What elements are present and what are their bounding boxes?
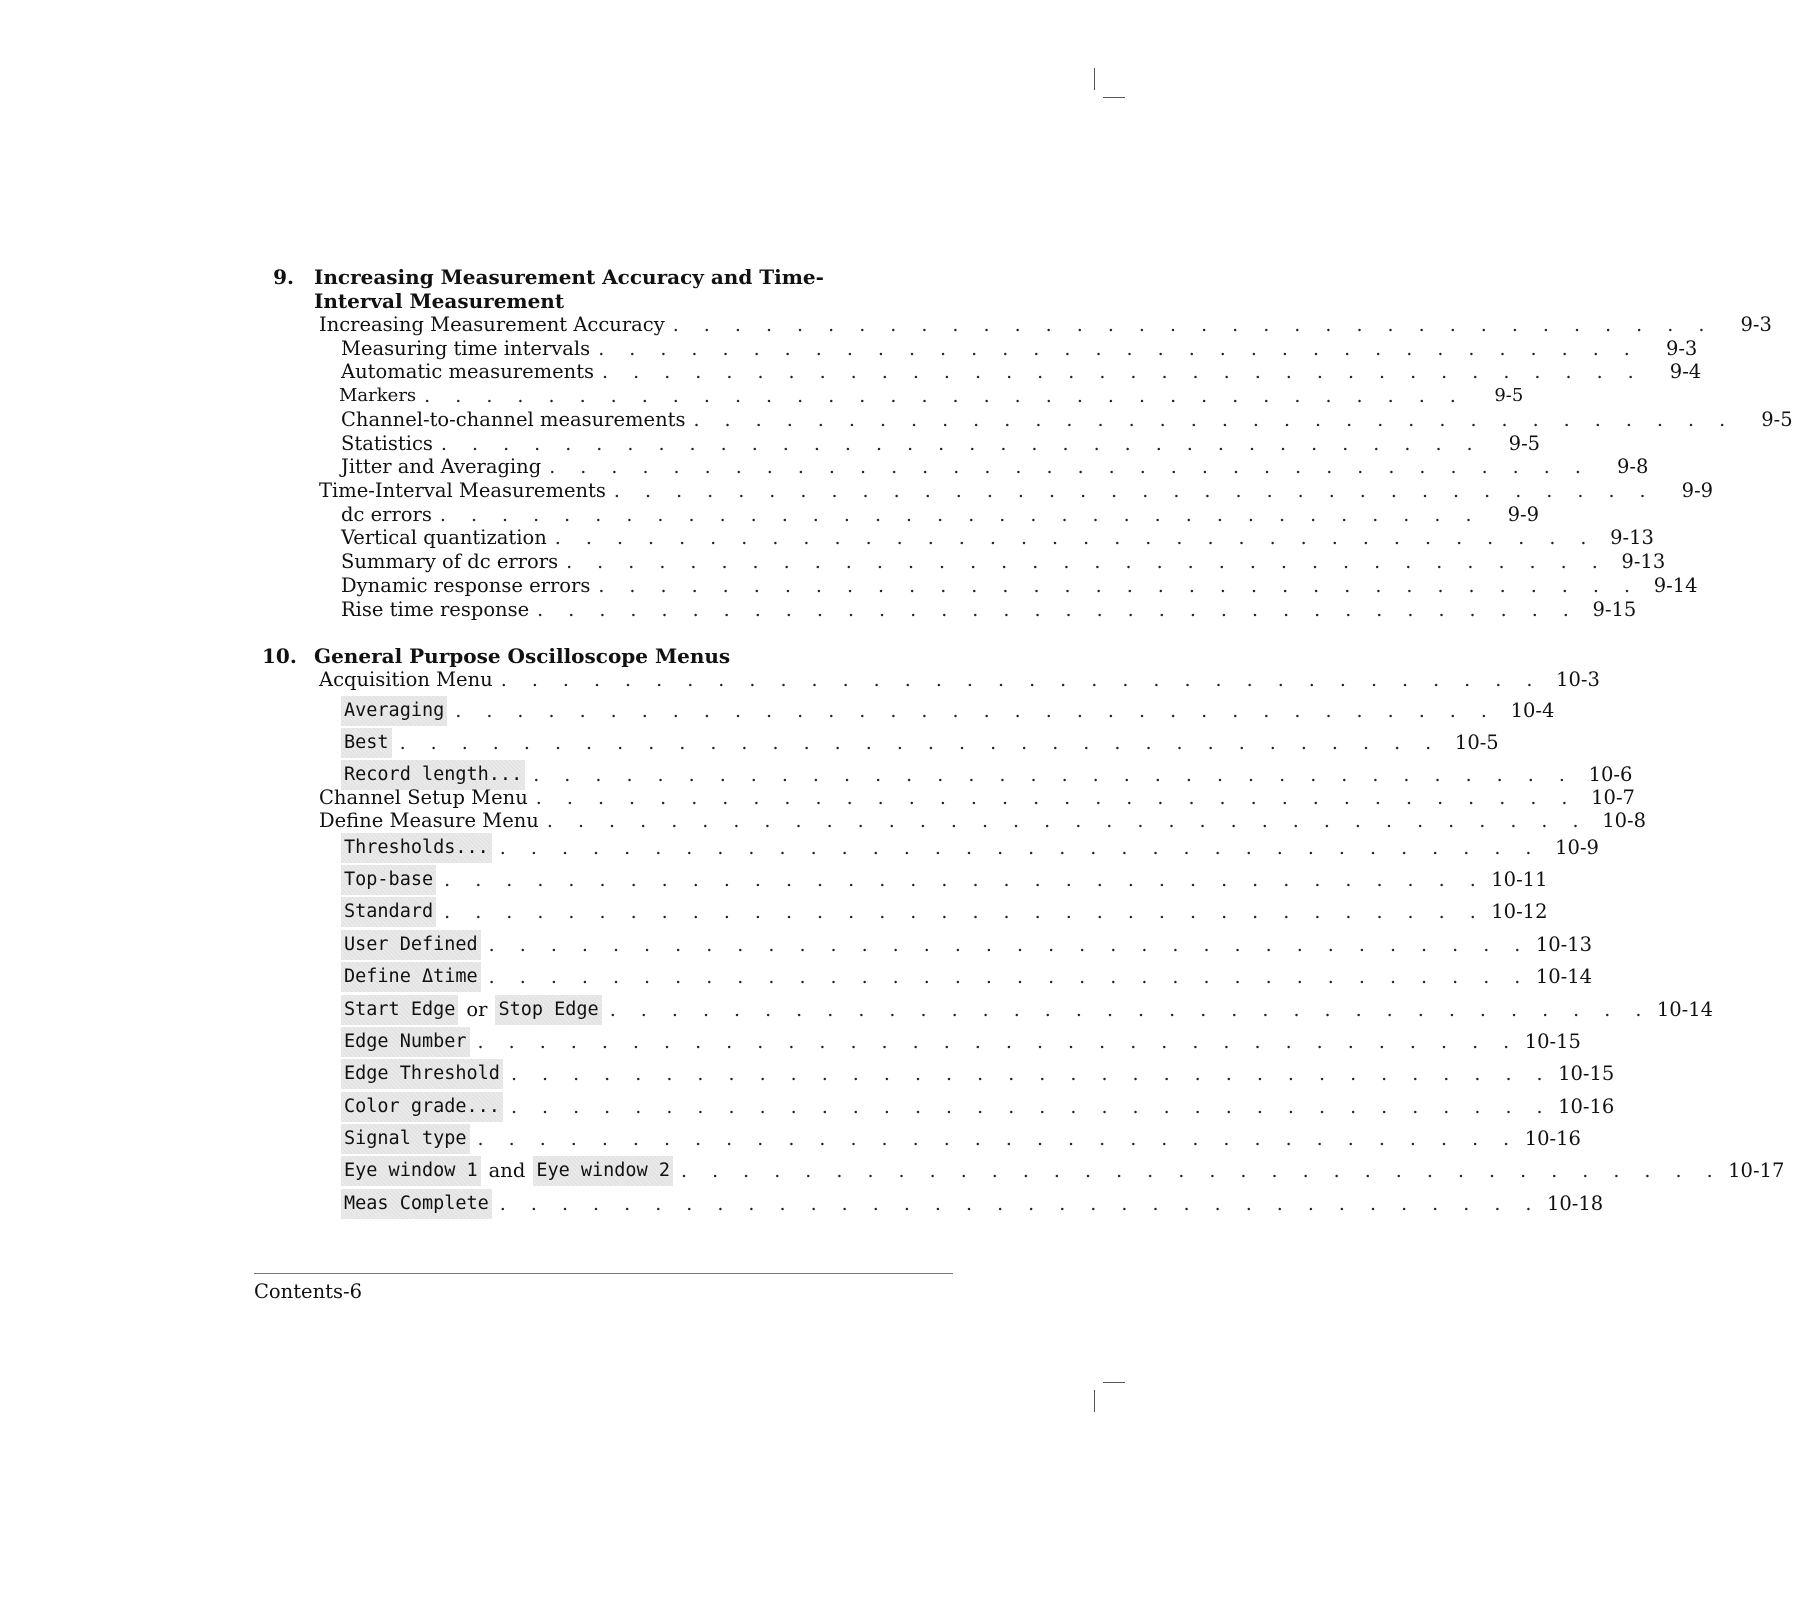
toc-entry[interactable] (341, 962, 1593, 992)
leader-dots: . . . . . . . . . . . . . . . . . . . . . . . . . . . . . . . . . . (566, 551, 1608, 573)
softkey-label: Best (341, 728, 392, 758)
leader-dots: . . . . . . . . . . . . . . . . . . . . . . . . . . . . . . . . . . (598, 575, 1640, 597)
softkey-label: Edge Number (341, 1027, 470, 1057)
entry-page: 10-14 (1535, 965, 1593, 988)
softkey-label: Record length... (341, 760, 525, 790)
leader-dots: . . . . . . . . . . . . . . . . . . . . . . . . . . . . . . . . . . (455, 700, 1497, 722)
leader-dots: . . . . . . . . . . . . . . . . . . . . . . . . . . . . . . . . . . (613, 480, 1656, 502)
softkey-label: Meas Complete (341, 1189, 492, 1219)
crop-mark-top-horizontal (1103, 97, 1125, 98)
chapter-title: Increasing Measurement Accuracy and Time-Interval Measurement (314, 265, 824, 313)
crop-mark-top-vertical (1094, 68, 1095, 90)
entry-label: dc errors (341, 503, 432, 526)
entry-page: 10-12 (1491, 900, 1548, 923)
leader-dots: . . . . . . . . . . . . . . . . . . . . . . . . . . . . . . . . . . (444, 901, 1486, 923)
entry-label: Statistics (341, 432, 433, 455)
toc-entry[interactable] (341, 1092, 1615, 1122)
entry-page: 10-13 (1535, 933, 1593, 956)
entry-page: 9-13 (1610, 526, 1654, 549)
softkey-label: Standard (341, 897, 436, 927)
leader-dots: . . . . . . . . . . . . . . . . . . . . . . . . . . . . . . . . . . (549, 456, 1591, 478)
entry-page: 10-16 (1558, 1095, 1615, 1118)
leader-dots: . . . . . . . . . . . . . . . . . . . . . . . . . . . . . . . . . . (537, 599, 1579, 621)
entry-page: 10-18 (1546, 1192, 1604, 1215)
toc-entry[interactable] (341, 728, 1499, 758)
entry-page: 10-15 (1558, 1062, 1615, 1085)
toc-entry[interactable] (341, 455, 1649, 479)
toc-entry[interactable] (341, 833, 1599, 863)
leader-dots: . . . . . . . . . . . . . . . . . . . . . . . . . . . . . . . . . . (598, 338, 1640, 360)
entry-label: Acquisition Menu (319, 668, 493, 691)
entry-page: 10-15 (1524, 1030, 1581, 1053)
entry-label: Measuring time intervals (341, 337, 591, 360)
toc-entry[interactable] (341, 408, 1793, 432)
leader-dots: . . . . . . . . . . . . . . . . . . . . . . . . . . . . . . . . . . (488, 966, 1530, 988)
leader-dots: . . . . . . . . . . . . . . . . . . . . . . . . . . . . . . . . . . (424, 385, 1466, 407)
softkey-label-secondary: Eye window 2 (533, 1156, 673, 1186)
leader-dots: . . . . . . . . . . . . . . . . . . . . . . . . . . . . . . . . . . (444, 869, 1486, 891)
toc-entry[interactable] (341, 1189, 1604, 1219)
toc-entry[interactable] (319, 313, 1772, 337)
entry-label: Jitter and Averaging (341, 455, 542, 478)
entry-page: 10-14 (1656, 998, 1714, 1021)
entry-page: 10-4 (1510, 699, 1555, 722)
entry-page: 10-9 (1555, 836, 1599, 859)
entry-label: Increasing Measurement Accuracy (319, 313, 665, 336)
toc-entry[interactable] (341, 995, 1714, 1025)
entry-label: Time-Interval Measurements (319, 479, 606, 502)
toc-entry[interactable] (341, 1027, 1581, 1057)
page-footer: Contents-6 (254, 1280, 362, 1303)
entry-page: 9-5 (1761, 408, 1793, 431)
toc-entry[interactable] (341, 897, 1548, 927)
entry-page: 10-3 (1556, 668, 1600, 691)
entry-label: Summary of dc errors (341, 550, 559, 573)
toc-entry[interactable] (341, 432, 1541, 456)
entry-page: 10-7 (1591, 786, 1635, 809)
toc-entry[interactable] (319, 668, 1600, 692)
entry-page: 9-9 (1507, 503, 1540, 526)
chapter-title: General Purpose Oscilloscope Menus (314, 644, 731, 668)
softkey-label: Thresholds... (341, 833, 492, 863)
toc-entry[interactable] (341, 930, 1593, 960)
leader-dots: . . . . . . . . . . . . . . . . . . . . . . . . . . . . . . . . . . (672, 314, 1714, 336)
chapter-number: 10. (262, 644, 297, 668)
toc-entry[interactable] (341, 598, 1637, 622)
entry-label: Automatic measurements (341, 360, 595, 383)
leader-dots: . . . . . . . . . . . . . . . . . . . . . . . . . . . . . . . . . . (680, 1160, 1723, 1182)
leader-dots: . . . . . . . . . . . . . . . . . . . . . . . . . . . . . . . . . . (499, 1193, 1541, 1215)
toc-entry[interactable] (341, 696, 1555, 726)
leader-dots: . . . . . . . . . . . . . . . . . . . . . . . . . . . . . . . . . . (533, 764, 1575, 786)
entry-page: 9-5 (1494, 385, 1524, 406)
toc-entry[interactable] (341, 360, 1702, 384)
entry-page: 9-3 (1665, 337, 1698, 360)
entry-page: 9-13 (1621, 550, 1666, 573)
softkey-label: Color grade... (341, 1092, 503, 1122)
toc-entry[interactable] (341, 865, 1548, 895)
leader-dots: . . . . . . . . . . . . . . . . . . . . . . . . . . . . . . . . . . (439, 504, 1482, 526)
entry-label: Define Measure Menu (319, 809, 539, 832)
entry-page: 9-3 (1740, 313, 1772, 336)
toc-entry[interactable] (319, 479, 1714, 503)
softkey-label-secondary: Stop Edge (495, 995, 601, 1025)
leader-dots: . . . . . . . . . . . . . . . . . . . . . . . . . . . . . . . . . . (693, 409, 1735, 431)
leader-dots: . . . . . . . . . . . . . . . . . . . . . . . . . . . . . . . . . . (488, 934, 1530, 956)
toc-entry[interactable] (339, 384, 1524, 408)
leader-dots: . . . . . . . . . . . . . . . . . . . . . . . . . . . . . . . . . . (477, 1128, 1519, 1150)
leader-dots: . . . . . . . . . . . . . . . . . . . . . . . . . . . . . . . . . . (440, 433, 1483, 455)
softkey-label: Averaging (341, 696, 447, 726)
toc-entry[interactable] (341, 526, 1654, 550)
entry-conjunction: and (488, 1159, 526, 1182)
leader-dots: . . . . . . . . . . . . . . . . . . . . . . . . . . . . . . . . . . (399, 732, 1441, 754)
crop-mark-bottom-vertical (1094, 1390, 1095, 1412)
entry-page: 9-14 (1653, 574, 1698, 597)
entry-page: 9-9 (1681, 479, 1714, 502)
entry-page: 10-6 (1588, 763, 1633, 786)
entry-page: 9-5 (1508, 432, 1541, 455)
toc-entry[interactable] (341, 550, 1666, 574)
entry-page: 10-16 (1524, 1127, 1581, 1150)
leader-dots: . . . . . . . . . . . . . . . . . . . . . . . . . . . . . . . . . . (609, 999, 1651, 1021)
entry-label: Dynamic response errors (341, 574, 591, 597)
leader-dots: . . . . . . . . . . . . . . . . . . . . . . . . . . . . . . . . . . (535, 787, 1577, 809)
leader-dots: . . . . . . . . . . . . . . . . . . . . . . . . . . . . . . . . . . (510, 1096, 1553, 1118)
entry-page: 9-8 (1616, 455, 1649, 478)
leader-dots: . . . . . . . . . . . . . . . . . . . . . . . . . . . . . . . . . . (510, 1063, 1553, 1085)
entry-label: Channel Setup Menu (319, 786, 528, 809)
entry-conjunction: or (466, 998, 488, 1021)
toc-entry[interactable] (319, 809, 1647, 833)
entry-page: 10-17 (1728, 1159, 1785, 1182)
toc-entry[interactable] (341, 1124, 1581, 1154)
softkey-label: Define Δtime (341, 962, 481, 992)
entry-label: Vertical quantization (341, 526, 547, 549)
chapter-number: 9. (273, 265, 294, 289)
entry-page: 9-4 (1669, 360, 1702, 383)
crop-mark-bottom-horizontal (1103, 1382, 1125, 1383)
entry-page: 10-11 (1491, 868, 1548, 891)
softkey-label: Top-base (341, 865, 436, 895)
entry-page: 10-5 (1454, 731, 1499, 754)
entry-page: 9-15 (1592, 598, 1637, 621)
toc-entry[interactable] (341, 1059, 1615, 1089)
leader-dots: . . . . . . . . . . . . . . . . . . . . . . . . . . . . . . . . . . (477, 1031, 1519, 1053)
softkey-label: User Defined (341, 930, 481, 960)
leader-dots: . . . . . . . . . . . . . . . . . . . . . . . . . . . . . . . . . . (546, 810, 1589, 832)
leader-dots: . . . . . . . . . . . . . . . . . . . . . . . . . . . . . . . . . . (499, 837, 1541, 859)
entry-page: 10-8 (1602, 809, 1647, 832)
toc-entry[interactable] (341, 1156, 1785, 1186)
toc-entry[interactable] (341, 337, 1698, 361)
footer-rule (254, 1273, 953, 1274)
leader-dots: . . . . . . . . . . . . . . . . . . . . . . . . . . . . . . . . . . (554, 527, 1596, 549)
entry-label: Rise time response (341, 598, 530, 621)
toc-entry[interactable] (341, 503, 1540, 527)
softkey-label: Start Edge (341, 995, 458, 1025)
toc-entry[interactable] (341, 574, 1698, 598)
softkey-label: Signal type (341, 1124, 470, 1154)
softkey-label: Edge Threshold (341, 1059, 503, 1089)
entry-label: Markers (339, 385, 417, 406)
entry-label: Channel-to-channel measurements (341, 408, 686, 431)
leader-dots: . . . . . . . . . . . . . . . . . . . . . . . . . . . . . . . . . . (500, 669, 1542, 691)
toc-entry[interactable] (319, 786, 1635, 810)
softkey-label: Eye window 1 (341, 1156, 481, 1186)
leader-dots: . . . . . . . . . . . . . . . . . . . . . . . . . . . . . . . . . . (602, 361, 1644, 383)
